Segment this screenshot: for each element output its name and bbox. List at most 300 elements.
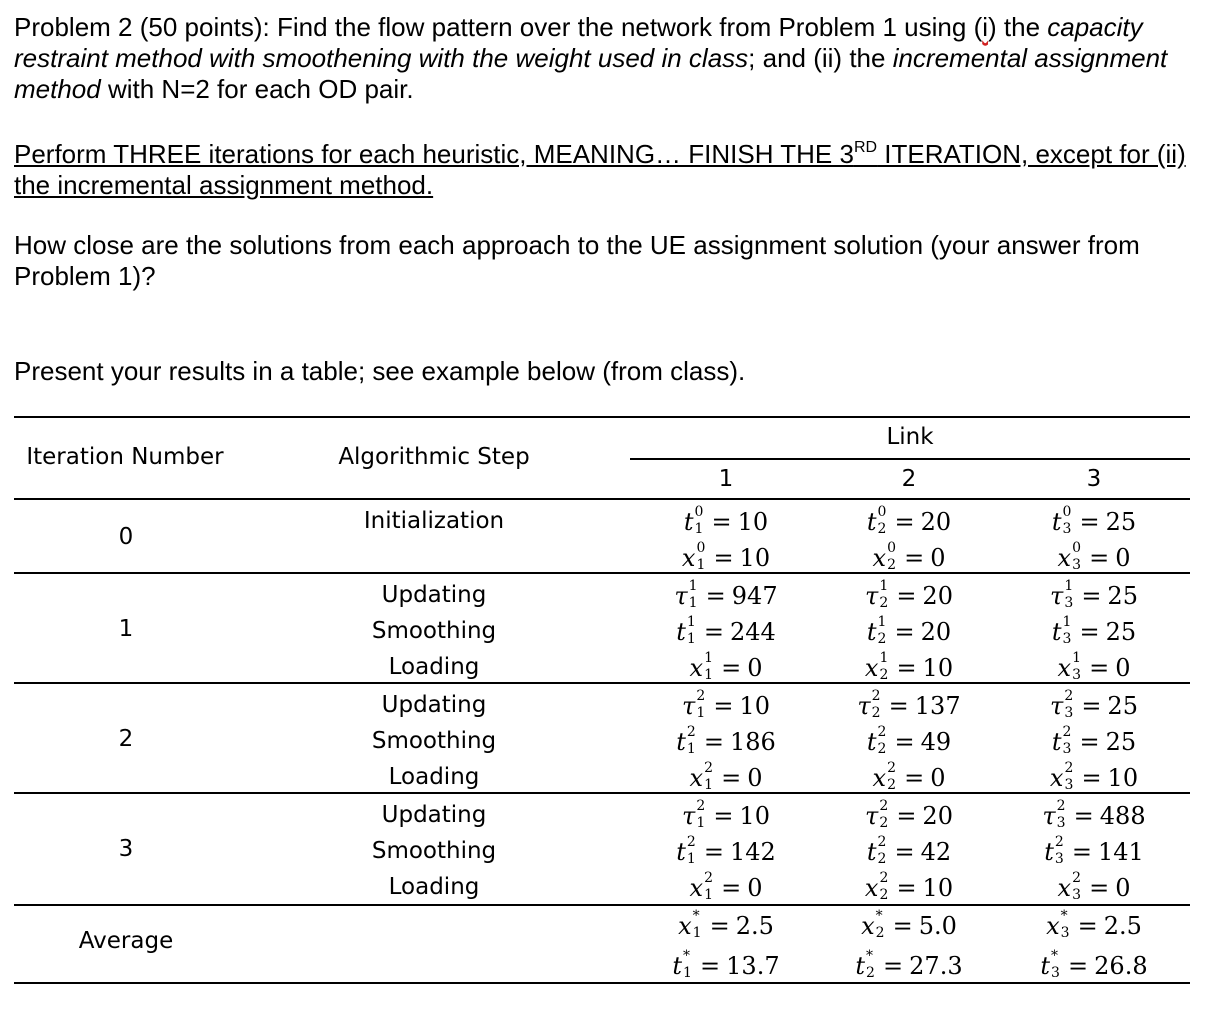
subscript: 3	[1062, 741, 1072, 757]
link-1-value-row-2	[626, 578, 826, 611]
link-2-value-row-0	[809, 504, 1009, 537]
variable-symbol: x	[689, 654, 704, 682]
equals-sign: =	[721, 654, 742, 682]
variable-symbol: x	[864, 654, 879, 682]
sub-superscript	[1063, 578, 1075, 611]
superscript: 2	[877, 724, 887, 740]
variable-symbol: t	[672, 952, 683, 980]
sub-superscript	[1071, 650, 1083, 683]
variable-symbol: t	[866, 508, 877, 536]
value: 10	[739, 802, 770, 830]
superscript: 2	[887, 760, 896, 776]
variable-symbol: x	[1046, 912, 1060, 940]
subscript: 2	[879, 887, 889, 903]
step-updating-3: Updating	[381, 802, 487, 828]
value: 10	[1107, 764, 1139, 792]
sub-superscript	[686, 724, 698, 757]
variable-symbol: t	[1051, 508, 1062, 536]
superscript: 0	[877, 504, 887, 520]
link-header-rule	[630, 458, 1190, 460]
subscript: 1	[686, 631, 696, 647]
sub-superscript	[1056, 798, 1068, 831]
problem-text-1c: ) the	[988, 12, 1048, 42]
value: 10	[739, 692, 770, 720]
link-3-value-row-5	[994, 688, 1194, 721]
superscript: 1	[879, 578, 889, 594]
link-3-value-row-2	[994, 578, 1194, 611]
instruction-superscript: RD	[853, 139, 878, 156]
superscript: 1	[1062, 614, 1072, 630]
value: 25	[1107, 582, 1138, 610]
link-1-value-row-9	[626, 834, 826, 867]
variable-symbol: τ	[674, 582, 688, 610]
subscript: 2	[879, 667, 889, 683]
equals-sign: =	[1071, 838, 1092, 866]
variable-symbol: x	[1057, 544, 1072, 572]
link-3-value-row-0	[994, 504, 1194, 537]
equals-sign: =	[711, 508, 732, 536]
superscript: 1	[1072, 650, 1081, 666]
subscript: 2	[871, 705, 881, 721]
header-link-1: 1	[718, 466, 734, 492]
sub-superscript	[1050, 948, 1062, 981]
header-iteration-number: Iteration Number	[26, 444, 224, 470]
variable-symbol: τ	[682, 692, 696, 720]
iteration-number-1: 1	[118, 616, 134, 642]
sub-superscript	[878, 870, 890, 903]
header-link-3: 3	[1086, 466, 1102, 492]
value: 0	[1115, 654, 1131, 682]
equals-sign: =	[1077, 912, 1098, 940]
problem-text-1a: Problem 2 (50 points): Find the flow pattern over the network from Problem 1 using (	[14, 12, 983, 42]
subscript: 3	[1062, 521, 1072, 537]
subscript: 3	[1062, 631, 1072, 647]
equals-sign: =	[705, 582, 726, 610]
sub-superscript	[1060, 908, 1072, 941]
step-smoothing-1: Smoothing	[371, 618, 497, 644]
subscript: 3	[1072, 887, 1081, 903]
equals-sign: =	[1079, 508, 1100, 536]
problem-text-1e: ; and (ii) the	[748, 43, 893, 73]
link-3-value-row-4	[994, 650, 1194, 683]
table-bottom-rule	[14, 982, 1190, 984]
variable-symbol: x	[689, 874, 704, 902]
variable-symbol: t	[1051, 728, 1062, 756]
value: 10	[922, 654, 954, 682]
superscript: 2	[879, 798, 889, 814]
sub-superscript	[877, 724, 889, 757]
variable-symbol: τ	[1042, 802, 1056, 830]
value: 2.5	[1103, 912, 1142, 940]
link-1-value-row-0	[626, 504, 826, 537]
variable-symbol: t	[1044, 838, 1054, 866]
equals-sign: =	[894, 838, 915, 866]
variable-symbol: x	[872, 544, 887, 572]
value: 20	[920, 508, 952, 536]
link-2-value-row-3	[809, 614, 1009, 647]
value: 49	[920, 728, 952, 756]
value: 141	[1097, 838, 1144, 866]
variable-symbol: t	[855, 952, 866, 980]
equals-sign: =	[1079, 618, 1100, 646]
subscript: 3	[1056, 815, 1066, 831]
sub-superscript	[886, 760, 898, 793]
link-1-value-row-8	[626, 798, 826, 831]
value: 137	[914, 692, 961, 720]
subscript: 2	[877, 521, 887, 537]
superscript: 1	[1064, 578, 1074, 594]
subscript: 2	[879, 815, 889, 831]
subscript: 2	[875, 925, 885, 941]
value: 5.0	[918, 912, 957, 940]
link-2-value-row-8	[809, 798, 1009, 831]
value: 244	[729, 618, 776, 646]
sub-superscript	[695, 540, 707, 573]
link-3-value-row-11	[994, 908, 1194, 941]
equals-sign: =	[1089, 874, 1110, 902]
superscript: 2	[696, 688, 706, 704]
link-2-value-row-4	[809, 650, 1009, 683]
link-1-value-row-12	[626, 948, 826, 981]
link-3-value-row-9	[994, 834, 1194, 867]
equals-sign: =	[721, 764, 742, 792]
equals-sign: =	[888, 692, 909, 720]
subscript: 2	[879, 595, 889, 611]
subscript: 1	[692, 925, 702, 941]
subscript: 3	[1054, 851, 1064, 867]
variable-symbol: x	[681, 544, 696, 572]
value: 0	[1115, 874, 1131, 902]
sub-superscript	[688, 578, 700, 611]
value: 25	[1105, 728, 1137, 756]
link-1-value-row-5	[626, 688, 826, 721]
link-2-value-row-10	[809, 870, 1009, 903]
equals-sign: =	[700, 952, 721, 980]
equals-sign: =	[703, 838, 724, 866]
problem-text-1b: i	[982, 12, 989, 42]
sub-superscript	[703, 760, 715, 793]
superscript: *	[875, 908, 883, 924]
superscript: 1	[877, 614, 887, 630]
variable-symbol: τ	[857, 692, 871, 720]
value: 142	[729, 838, 776, 866]
equals-sign: =	[904, 544, 925, 572]
equals-sign: =	[894, 618, 915, 646]
superscript: 2	[1064, 760, 1074, 776]
link-1-value-row-7	[626, 760, 826, 793]
step-loading-1: Loading	[388, 654, 480, 680]
problem-statement	[14, 12, 1186, 105]
instruction-text-b: ITERATION, except for (ii) the incremental assignment method.	[14, 139, 1186, 200]
link-3-value-row-7	[994, 760, 1194, 793]
link-3-value-row-12	[994, 948, 1194, 981]
variable-symbol: t	[1040, 952, 1051, 980]
superscript: 2	[1064, 688, 1074, 704]
sub-superscript	[878, 578, 890, 611]
sub-superscript	[877, 614, 889, 647]
equals-sign: =	[1081, 692, 1102, 720]
equals-sign: =	[703, 618, 724, 646]
equals-sign: =	[713, 802, 734, 830]
superscript: 2	[686, 724, 696, 740]
variable-symbol: t	[866, 618, 877, 646]
equals-sign: =	[703, 728, 724, 756]
step-loading-3: Loading	[388, 874, 480, 900]
sub-superscript	[886, 540, 898, 573]
superscript: 2	[871, 688, 881, 704]
iterations-instruction	[14, 139, 1186, 201]
subscript: 2	[877, 851, 887, 867]
link-1-value-row-4	[626, 650, 826, 683]
problem-text-1g: with N=2 for each OD pair.	[100, 74, 414, 104]
table-instruction: Present your results in a table; see example below (from class).	[14, 356, 746, 386]
superscript: 1	[686, 614, 696, 630]
superscript: 0	[1062, 504, 1072, 520]
superscript: 0	[694, 504, 704, 520]
equals-sign: =	[1073, 802, 1094, 830]
subscript: 2	[877, 741, 887, 757]
value: 0	[747, 654, 763, 682]
sub-superscript	[865, 948, 877, 981]
link-2-value-row-1	[809, 540, 1009, 573]
sub-superscript	[1071, 870, 1083, 903]
sub-superscript	[877, 504, 889, 537]
superscript: 2	[1072, 870, 1081, 886]
value: 0	[1115, 544, 1131, 572]
link-3-value-row-3	[994, 614, 1194, 647]
equals-sign: =	[1089, 654, 1110, 682]
sub-superscript	[695, 688, 707, 721]
superscript: 2	[1054, 834, 1064, 850]
subscript: 2	[877, 631, 887, 647]
instruction-text-a: Perform THREE iterations for each heuristic, MEANING… FINISH THE 3	[14, 139, 854, 169]
superscript: 2	[704, 870, 713, 886]
subscript: 1	[688, 595, 698, 611]
value: 10	[737, 508, 769, 536]
row-rule-2	[14, 792, 1190, 794]
equals-sign: =	[883, 952, 904, 980]
equals-sign: =	[896, 654, 917, 682]
step-initialization: Initialization	[363, 508, 505, 534]
equals-sign: =	[709, 912, 730, 940]
header-bottom-rule	[14, 498, 1190, 500]
link-1-value-row-11	[626, 908, 826, 941]
sub-superscript	[703, 650, 715, 683]
link-2-value-row-12	[809, 948, 1009, 981]
iteration-number-3: 3	[118, 836, 134, 862]
link-3-value-row-6	[994, 724, 1194, 757]
subscript: 3	[1064, 705, 1074, 721]
subscript: 1	[694, 521, 704, 537]
value: 20	[920, 618, 952, 646]
average-label: Average	[78, 928, 174, 954]
sub-superscript	[703, 870, 715, 903]
equals-sign: =	[1089, 544, 1110, 572]
sub-superscript	[692, 908, 704, 941]
step-smoothing-2: Smoothing	[371, 728, 497, 754]
superscript: *	[1051, 948, 1059, 964]
value: 27.3	[909, 952, 963, 980]
subscript: 1	[704, 887, 713, 903]
link-3-value-row-1	[994, 540, 1194, 573]
table-top-rule	[14, 416, 1190, 418]
value: 0	[747, 764, 763, 792]
subscript: 1	[696, 815, 706, 831]
subscript: 3	[1064, 595, 1074, 611]
link-2-value-row-2	[809, 578, 1009, 611]
sub-superscript	[1063, 760, 1075, 793]
step-updating-2: Updating	[381, 692, 487, 718]
superscript: *	[866, 948, 874, 964]
link-2-value-row-9	[809, 834, 1009, 867]
equals-sign: =	[896, 582, 917, 610]
iteration-number-0: 0	[118, 524, 134, 550]
value: 10	[739, 544, 771, 572]
sub-superscript	[1062, 724, 1074, 757]
subscript: 2	[887, 557, 896, 573]
question-text: How close are the solutions from each approach to the UE assignment solution (your answer from Problem 1)?	[14, 230, 1140, 291]
link-1-value-row-6	[626, 724, 826, 757]
superscript: 2	[686, 834, 696, 850]
variable-symbol: τ	[1050, 582, 1064, 610]
sub-superscript	[871, 688, 883, 721]
link-2-value-row-11	[809, 908, 1009, 941]
variable-symbol: t	[676, 618, 686, 646]
step-loading-2: Loading	[388, 764, 480, 790]
equals-sign: =	[1081, 582, 1102, 610]
superscript: 0	[1072, 540, 1081, 556]
equals-sign: =	[904, 764, 925, 792]
superscript: 0	[887, 540, 896, 556]
subscript: 1	[696, 557, 706, 573]
subscript: 3	[1064, 777, 1074, 793]
row-rule-0	[14, 572, 1190, 574]
link-2-value-row-6	[809, 724, 1009, 757]
value: 0	[930, 764, 946, 792]
sub-superscript	[877, 834, 889, 867]
variable-symbol: x	[1049, 764, 1064, 792]
superscript: *	[1060, 908, 1068, 924]
variable-symbol: τ	[865, 802, 879, 830]
step-smoothing-3: Smoothing	[371, 838, 497, 864]
equals-sign: =	[1081, 764, 1102, 792]
superscript: 1	[688, 578, 698, 594]
superscript: 2	[696, 798, 706, 814]
variable-symbol: x	[861, 912, 875, 940]
equals-sign: =	[1079, 728, 1100, 756]
variable-symbol: x	[864, 874, 879, 902]
equals-sign: =	[896, 874, 917, 902]
value: 488	[1099, 802, 1146, 830]
sub-superscript	[694, 504, 706, 537]
variable-symbol: t	[866, 728, 877, 756]
subscript: 3	[1072, 557, 1081, 573]
sub-superscript	[1062, 614, 1074, 647]
iteration-number-2: 2	[118, 726, 134, 752]
link-1-value-row-10	[626, 870, 826, 903]
superscript: *	[683, 948, 691, 964]
link-1-value-row-3	[626, 614, 826, 647]
variable-symbol: x	[1057, 874, 1072, 902]
link-2-value-row-7	[809, 760, 1009, 793]
value: 2.5	[735, 912, 774, 940]
capacity-restraint-method: capacity restraint method with smoothening with the weight used in class	[14, 12, 1143, 73]
subscript: 2	[887, 777, 896, 793]
link-2-value-row-5	[809, 688, 1009, 721]
variable-symbol: t	[676, 728, 686, 756]
superscript: 2	[1062, 724, 1072, 740]
subscript: 2	[866, 965, 875, 981]
equals-sign: =	[894, 728, 915, 756]
subscript: 3	[1060, 925, 1070, 941]
equals-sign: =	[721, 874, 742, 902]
superscript: 1	[704, 650, 713, 666]
equals-sign: =	[892, 912, 913, 940]
step-updating-1: Updating	[381, 582, 487, 608]
header-algorithmic-step: Algorithmic Step	[338, 444, 530, 470]
header-link: Link	[886, 424, 934, 450]
superscript: 2	[1056, 798, 1066, 814]
sub-superscript	[878, 798, 890, 831]
incremental-assignment-method: incremental assignment method	[14, 43, 1168, 104]
subscript: 3	[1072, 667, 1081, 683]
row-rule-1	[14, 682, 1190, 684]
superscript: 2	[877, 834, 887, 850]
equals-sign: =	[894, 508, 915, 536]
value: 20	[922, 582, 953, 610]
subscript: 3	[1051, 965, 1060, 981]
value: 186	[729, 728, 776, 756]
value: 0	[747, 874, 763, 902]
equals-sign: =	[713, 544, 734, 572]
sub-superscript	[1062, 504, 1074, 537]
equals-sign: =	[896, 802, 917, 830]
variable-symbol: t	[866, 838, 877, 866]
value: 26.8	[1094, 952, 1148, 980]
link-3-value-row-8	[994, 798, 1194, 831]
subscript: 1	[696, 705, 706, 721]
row-rule-3	[14, 904, 1190, 906]
value: 25	[1105, 508, 1137, 536]
variable-symbol: τ	[865, 582, 879, 610]
variable-symbol: x	[1057, 654, 1072, 682]
sub-superscript	[878, 650, 890, 683]
sub-superscript	[686, 834, 698, 867]
sub-superscript	[1071, 540, 1083, 573]
subscript: 1	[704, 777, 713, 793]
results-table	[14, 416, 1190, 986]
superscript: 2	[879, 870, 889, 886]
value: 947	[731, 582, 778, 610]
header-link-2: 2	[901, 466, 917, 492]
value: 13.7	[726, 952, 780, 980]
sub-superscript	[1063, 688, 1075, 721]
superscript: 1	[879, 650, 889, 666]
variable-symbol: τ	[1050, 692, 1064, 720]
value: 10	[922, 874, 954, 902]
sub-superscript	[686, 614, 698, 647]
value: 20	[922, 802, 953, 830]
variable-symbol: t	[676, 838, 686, 866]
value: 25	[1107, 692, 1138, 720]
sub-superscript	[1054, 834, 1066, 867]
sub-superscript	[682, 948, 694, 981]
variable-symbol: t	[683, 508, 694, 536]
link-3-value-row-10	[994, 870, 1194, 903]
value: 25	[1105, 618, 1137, 646]
equals-sign: =	[1068, 952, 1089, 980]
subscript: 1	[686, 851, 696, 867]
